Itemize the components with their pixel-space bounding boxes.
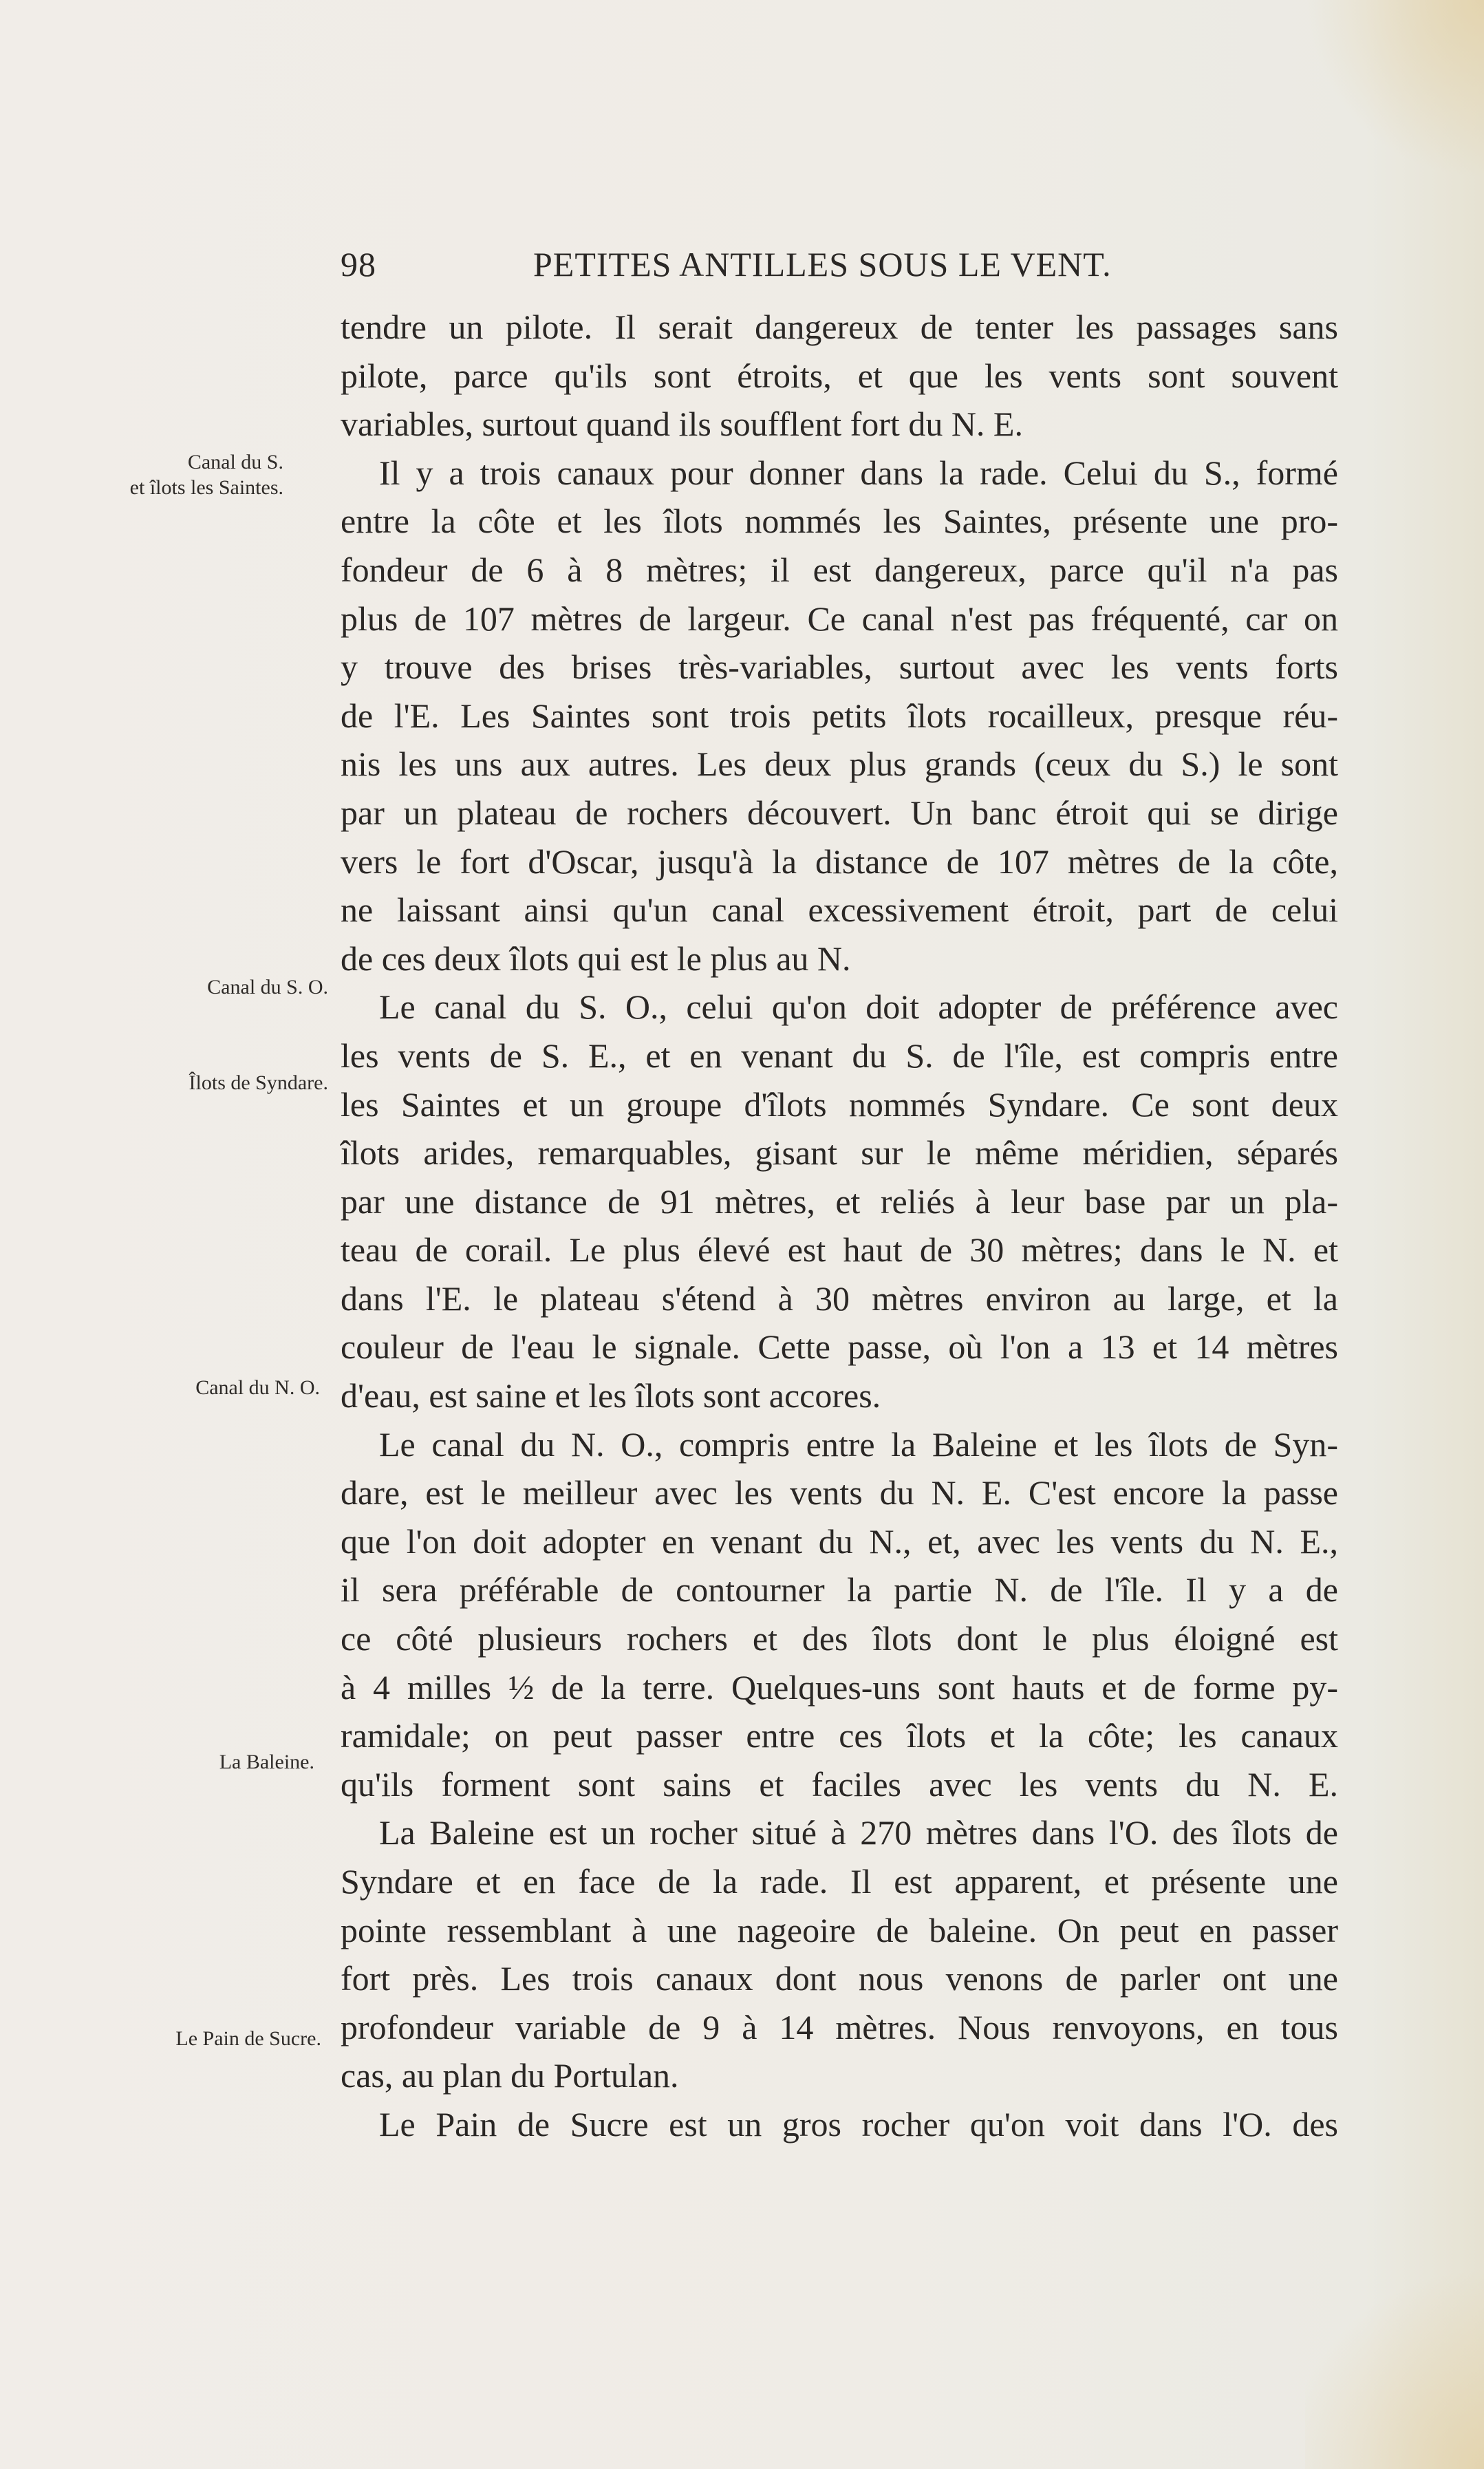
text-line: dare, est le meilleur avec les vents du N. E. C'est encore la passe [341, 1473, 1338, 1513]
page-aging-tint [1305, 2249, 1484, 2469]
text-line: Il y a trois canaux pour donner dans la rade. Celui du S., formé [379, 453, 1338, 492]
text-line: de l'E. Les Saintes sont trois petits îlots rocailleux, presque réu- [341, 696, 1338, 735]
text-line: ramidale; on peut passer entre ces îlots et la côte; les canaux [341, 1716, 1338, 1755]
text-line: cas, au plan du Portulan. [341, 2056, 679, 2095]
text-line: d'eau, est saine et les îlots sont accores. [341, 1376, 881, 1415]
text-line: ce côté plusieurs rochers et des îlots dont le plus éloigné est [341, 1619, 1338, 1658]
margin-note-la-baleine: La Baleine. [219, 1751, 314, 1773]
text-line: couleur de l'eau le signale. Cette passe, où l'on a 13 et 14 mètres [341, 1327, 1338, 1367]
text-line: par une distance de 91 mètres, et reliés à leur base par un pla- [341, 1182, 1338, 1221]
text-line: à 4 milles ½ de la terre. Quelques-uns sont hauts et de forme py- [341, 1667, 1338, 1707]
text-line: entre la côte et les îlots nommés les Saintes, présente une pro- [341, 502, 1338, 541]
text-line: îlots arides, remarquables, gisant sur le même méridien, séparés [341, 1133, 1338, 1173]
text-line: variables, surtout quand ils soufflent fort du N. E. [341, 405, 1023, 444]
text-line: dans l'E. le plateau s'étend à 30 mètres environ au large, et la [341, 1279, 1338, 1318]
text-line: y trouve des brises très-variables, surtout avec les vents forts [341, 648, 1338, 687]
text-line: pointe ressemblant à une nageoire de baleine. On peut en passer [341, 1910, 1338, 1949]
running-head [341, 244, 1338, 292]
text-line: Le canal du S. O., celui qu'on doit adopter de préférence avec [379, 987, 1338, 1027]
text-line: les vents de S. E., et en venant du S. de l'île, est compris entre [341, 1036, 1338, 1075]
text-line: qu'ils forment sont sains et faciles avec les vents du N. E. [341, 1764, 1338, 1804]
body-text [341, 303, 1338, 2149]
text-line: par un plateau de rochers découvert. Un banc étroit qui se dirige [341, 793, 1338, 832]
text-line: nis les uns aux autres. Les deux plus grands (ceux du S.) le sont [341, 745, 1338, 784]
text-line: Syndare et en face de la rade. Il est apparent, et présente une [341, 1862, 1338, 1901]
margin-note-canal-sud: Canal du S. [187, 451, 283, 473]
margin-note-canal-sud-ouest: Canal du S. O. [207, 976, 328, 998]
margin-note-pain-de-sucre: Le Pain de Sucre. [175, 2027, 321, 2050]
text-line: ne laissant ainsi qu'un canal excessivement étroit, part de celui [341, 890, 1338, 930]
running-title: PETITES ANTILLES SOUS LE VENT. [533, 245, 1112, 284]
page-number: 98 [341, 245, 376, 284]
text-line: les Saintes et un groupe d'îlots nommés Syndare. Ce sont deux [341, 1084, 1338, 1124]
text-line: fondeur de 6 à 8 mètres; il est dangereux, parce qu'il n'a pas [341, 550, 1338, 589]
text-line: profondeur variable de 9 à 14 mètres. Nous renvoyons, en tous [341, 2007, 1338, 2046]
margin-note-ilots-syndare: Îlots de Syndare. [189, 1071, 328, 1094]
page-aging-tint [1305, 0, 1484, 179]
text-line: que l'on doit adopter en venant du N., et, avec les vents du N. E., [341, 1521, 1338, 1561]
text-line: pilote, parce qu'ils sont étroits, et que les vents sont souvent [341, 356, 1338, 395]
margin-note-ilots-saintes: et îlots les Saintes. [129, 476, 283, 499]
margin-note-canal-nord-ouest: Canal du N. O. [195, 1376, 320, 1399]
text-line: de ces deux îlots qui est le plus au N. [341, 939, 851, 978]
text-line: La Baleine est un rocher situé à 270 mètres dans l'O. des îlots de [379, 1813, 1338, 1852]
text-line: tendre un pilote. Il serait dangereux de tenter les passages sans [341, 308, 1338, 346]
text-line: Le canal du N. O., compris entre la Baleine et les îlots de Syn- [379, 1424, 1338, 1464]
text-line: plus de 107 mètres de largeur. Ce canal n'est pas fréquenté, car on [341, 599, 1338, 638]
text-line: fort près. Les trois canaux dont nous venons de parler ont une [341, 1959, 1338, 1998]
text-line: teau de corail. Le plus élevé est haut de 30 mètres; dans le N. et [341, 1230, 1338, 1270]
text-line: Le Pain de Sucre est un gros rocher qu'on voit dans l'O. des [379, 2104, 1338, 2144]
text-line: vers le fort d'Oscar, jusqu'à la distance de 107 mètres de la côte, [341, 842, 1338, 881]
text-line: il sera préférable de contourner la partie N. de l'île. Il y a de [341, 1570, 1338, 1610]
